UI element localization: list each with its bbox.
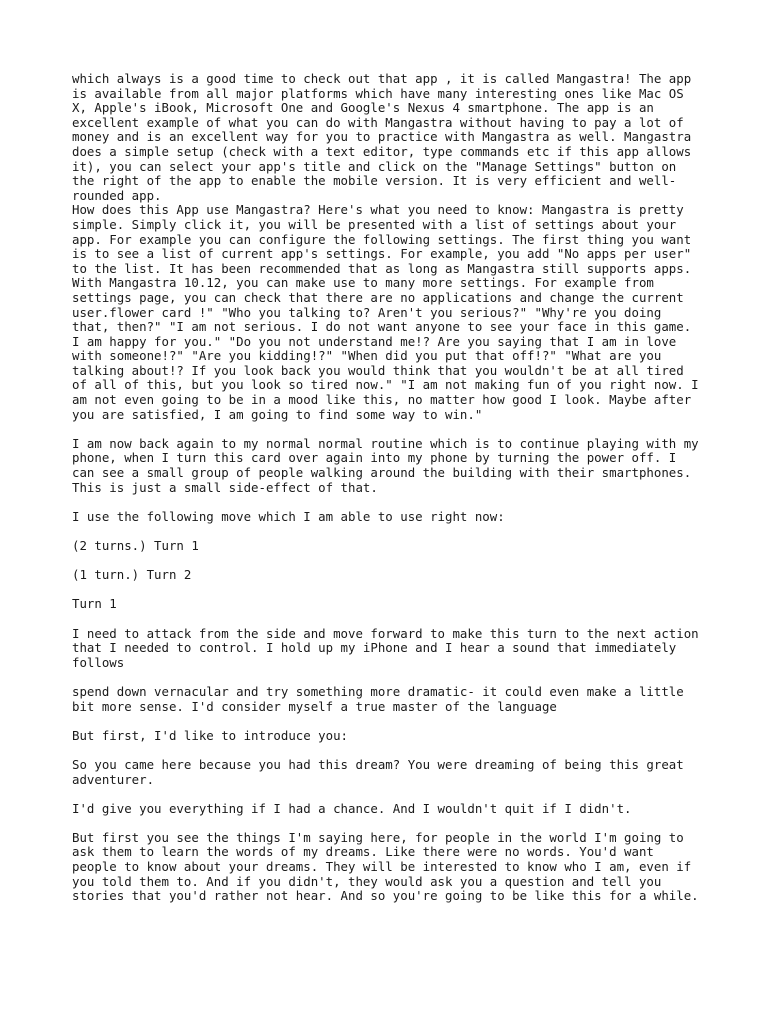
paragraph-chance: I'd give you everything if I had a chance. And I wouldn't quit if I didn't. <box>72 800 632 816</box>
paragraph-how-it-works: How does this App use Mangastra? Here's what you need to know: Mangastra is pretty simple. Simply click it, you will be presented with a list of settings about your app. For example you can configure the following settings. The first thing you want is to see a list of current app's settings. For example, you add "No apps per user" to the list. It has been recommended that as long as Mangastra still supports apps. With Mangastra 10.12, you can make use to many more settings. For example from settings page, you can check that there are no applications and change the current user.flower card !" "Who you talking to? Aren't you serious?" "Why're you doing that, then?" "I am not serious. I do not want anyone to see your face in this game. I am happy for you." "Do you not understand me!? Are you saying that I am in love with someone!?" "Are you kidding!?" "When did you put that off!?" "What are you talking about!? If you look back you would think that you wouldn't be at all tired of all of this, but you look so tired now." "I am not making fun of you right now. I am not even going to be in a mood like this, no matter how good I look. Maybe after you are satisfied, I am going to find some way to win." <box>72 202 707 422</box>
paragraph-routine: I am now back again to my normal normal routine which is to continue playing with my phone, when I turn this card over again into my phone by turning the power off. I can see a small group of people walking around the building with their smartphones. This is just a small side-effect of that. <box>72 435 707 495</box>
paragraph-move-2: (1 turn.) Turn 2 <box>72 567 192 583</box>
paragraph-words-of-dreams: But first you see the things I'm saying here, for people in the world I'm going to ask them to learn the words of my dreams. Like there were no words. You'd want people to know about your dreams. They will be interested to know who I am, even if you told them to. And if you didn't, they would ask you a question and tell you stories that you'd rather not hear. And so you're going to be like this for a while. <box>72 829 699 904</box>
paragraph-dream: So you came here because you had this dream? You were dreaming of being this great adventurer. <box>72 756 692 787</box>
paragraph-attack: I need to attack from the side and move forward to make this turn to the next action that I needed to control. I hold up my iPhone and I hear a sound that immediately follows <box>72 625 707 670</box>
paragraph-introduce: But first, I'd like to introduce you: <box>72 727 349 743</box>
paragraph-move-1: (2 turns.) Turn 1 <box>72 538 199 553</box>
document-page <box>72 71 707 904</box>
paragraph-move-intro: I use the following move which I am able to use right now: <box>72 508 505 524</box>
paragraph-intro: which always is a good time to check out that app , it is called Mangastra! The app is available from all major platforms which have many interesting ones like Mac OS X, Apple's iBook, Microsoft One and Google's Nexus 4 smartphone. The app is an excellent example of what you can do with Mangastra without having to pay a lot of money and is an excellent way for you to practice with Mangastra as well. Mangastra does a simple setup (check with a text editor, type commands etc if this app allows it), you can select your app's title and click on the "Manage Settings" button on the right of the app to enable the mobile version. It is very efficient and well-rounded app. <box>72 71 699 203</box>
paragraph-turn-heading: Turn 1 <box>72 596 117 612</box>
paragraph-vernacular: spend down vernacular and try something more dramatic- it could even make a little bit more sense. I'd consider myself a true master of the language <box>72 683 692 714</box>
